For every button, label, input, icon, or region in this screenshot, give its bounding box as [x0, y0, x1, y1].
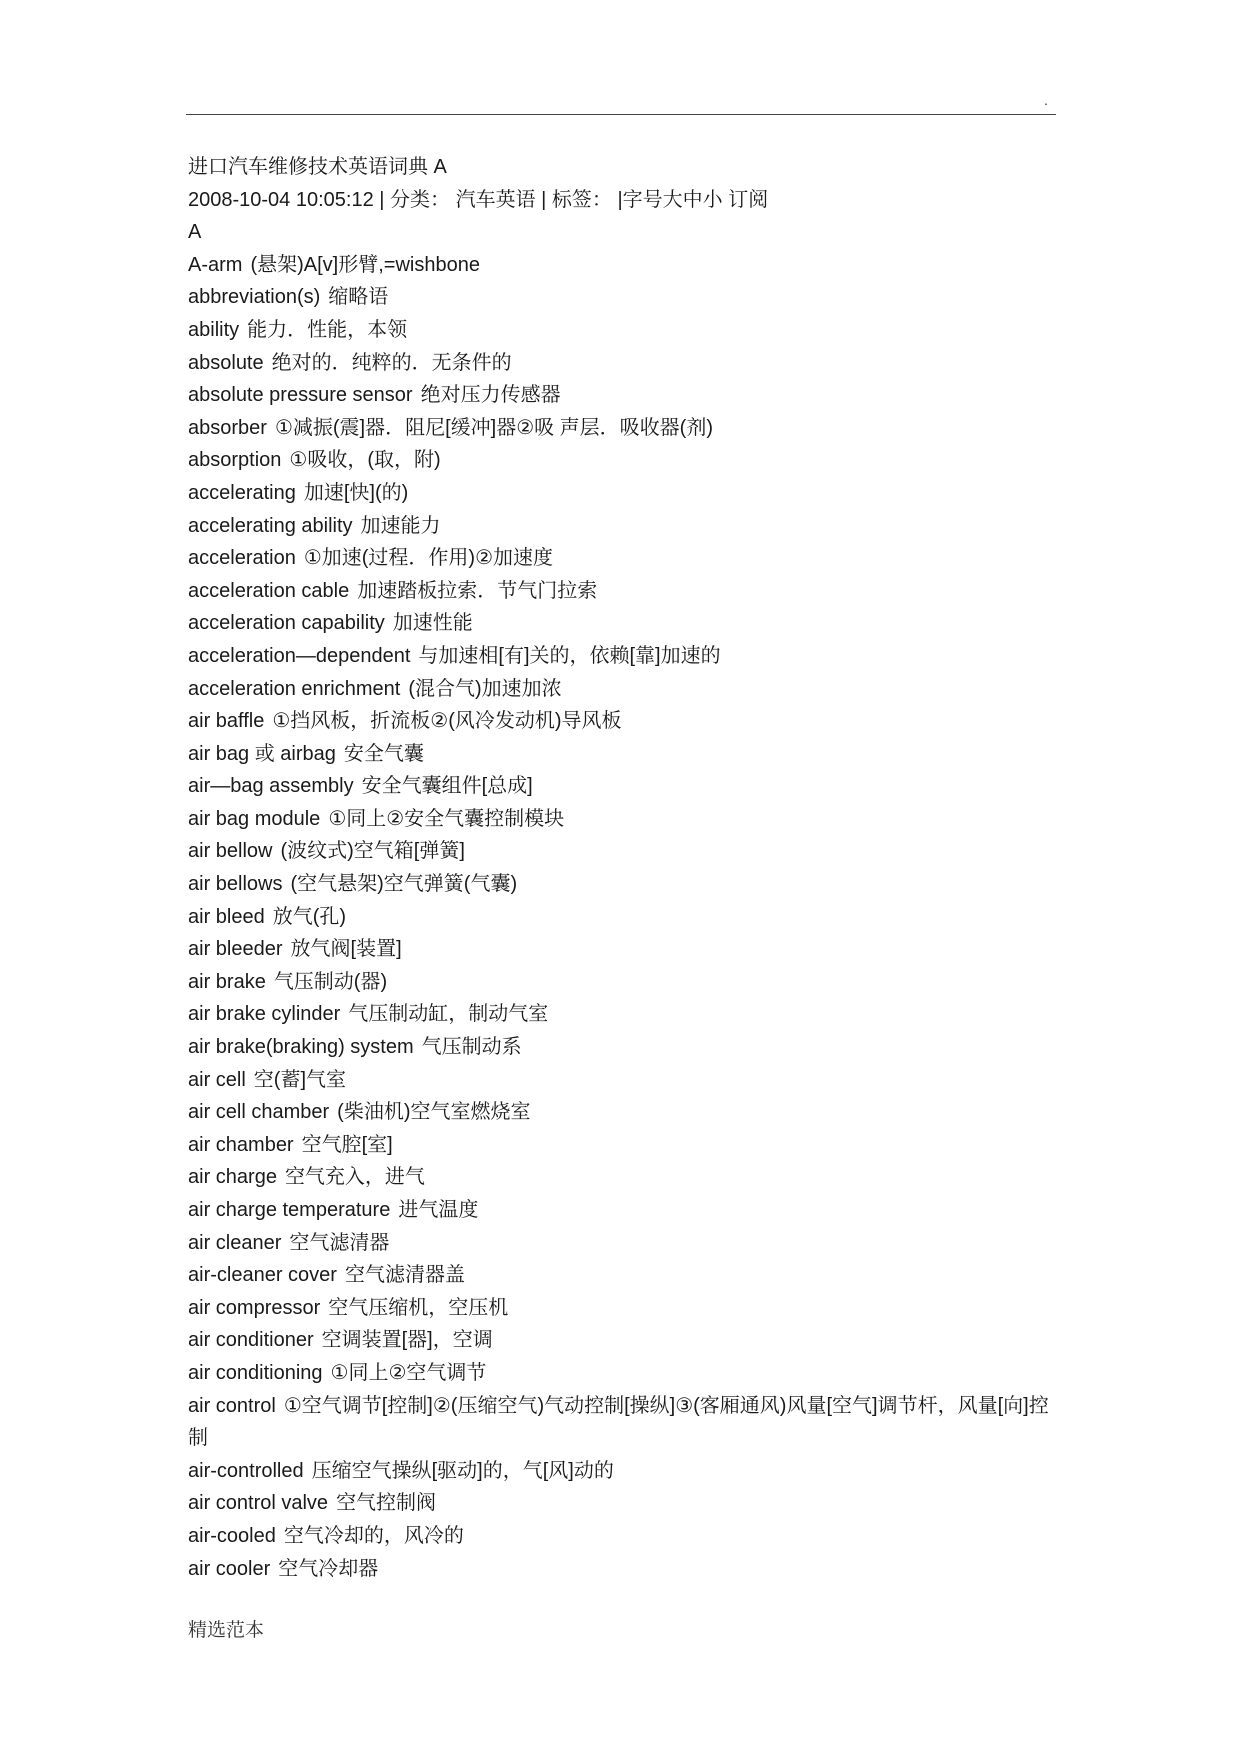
entry-term: acceleration—dependent [188, 644, 411, 667]
entry-definition: 气压制动(器) [273, 970, 388, 993]
entry-term: absolute pressure sensor [188, 384, 413, 407]
dictionary-entry [188, 1194, 1058, 1227]
dictionary-entry [188, 281, 1058, 314]
entry-term: air-cooled [188, 1524, 276, 1547]
entry-definition: ①同上②安全气囊控制模块 [328, 807, 565, 830]
entry-term: A-arm [188, 253, 243, 276]
entry-term: air brake [188, 970, 266, 993]
dictionary-entry [188, 412, 1058, 445]
entry-term: absolute [188, 351, 264, 374]
dictionary-entry [188, 575, 1058, 608]
dictionary-entry [188, 901, 1058, 934]
dictionary-entry [188, 542, 1058, 575]
entry-term: air—bag assembly [188, 775, 354, 798]
dictionary-entry [188, 770, 1058, 803]
dictionary-entry [188, 347, 1058, 380]
article-meta: 2008-10-04 10:05:12 | 分类： 汽车英语 | 标签： |字号大中小 订阅 [188, 188, 769, 211]
entry-term: absorption [188, 449, 282, 472]
dictionary-entry [188, 379, 1058, 412]
dictionary-entry [188, 966, 1058, 999]
dictionary-entry [188, 510, 1058, 543]
entry-term: air brake cylinder [188, 1003, 341, 1026]
entry-term: air charge temperature [188, 1199, 391, 1221]
document-body [188, 151, 1058, 1585]
dictionary-entry [188, 640, 1058, 673]
entry-term: air bellows [188, 873, 283, 896]
dictionary-entry [188, 607, 1058, 640]
dictionary-entry [188, 705, 1058, 738]
entry-term: air brake(braking) system [188, 1036, 414, 1059]
dictionary-entry [188, 1031, 1058, 1064]
entry-definition: 空气充入，进气 [284, 1166, 425, 1189]
entry-definition: 加速[快](的) [303, 481, 409, 504]
dictionary-entry [188, 314, 1058, 347]
entry-term: acceleration capability [188, 612, 385, 635]
entry-term: air control [188, 1394, 276, 1417]
entry-definition: ①挡风板，折流板②(风冷发动机)导风板 [272, 710, 622, 733]
entry-definition: 气压制动系 [421, 1036, 522, 1059]
entry-definition: 压缩空气操纵[驱动]的，气[风]动的 [311, 1459, 614, 1482]
entry-definition: 绝对的．纯粹的．无条件的 [271, 351, 512, 374]
entry-definition: (悬架)A[v]形臂,=wishbone [250, 253, 480, 276]
dictionary-entry [188, 803, 1058, 836]
entry-definition: 放气阀[装置] [290, 938, 402, 961]
entry-definition: ①加速(过程．作用)②加速度 [303, 547, 554, 570]
dictionary-entry-list [188, 249, 1058, 1585]
entry-definition: ①空气调节[控制]②(压缩空气)气动控制[操纵]③(客厢通风)风量[空气]调节杆，风量[向]控制 [188, 1394, 1049, 1450]
entry-definition: ①减振(震]器．阻尼[缓冲]器②吸 声层．吸收器(剂) [274, 416, 714, 439]
dictionary-entry [188, 444, 1058, 477]
entry-definition: 空调装置[器]，空调 [321, 1329, 493, 1352]
entry-term: air bleeder [188, 938, 283, 961]
entry-term: air conditioning [188, 1361, 323, 1384]
dictionary-entry [188, 1161, 1058, 1194]
entry-term: air cell chamber [188, 1101, 330, 1124]
dictionary-entry [188, 1553, 1058, 1586]
entry-definition: 加速性能 [392, 612, 473, 635]
entry-term: acceleration [188, 547, 296, 570]
entry-definition: 空(蓄]气室 [253, 1068, 347, 1091]
dictionary-entry [188, 998, 1058, 1031]
entry-definition: 进气温度 [398, 1199, 479, 1221]
entry-term: acceleration cable [188, 579, 350, 602]
entry-term: air compressor [188, 1296, 321, 1319]
entry-definition: 空气冷却的，风冷的 [283, 1524, 464, 1547]
footer-text: 精选范本 [188, 1619, 265, 1641]
entry-term: accelerating [188, 481, 296, 504]
entry-definition: 空气滤清器 [289, 1231, 390, 1254]
dictionary-entry [188, 1455, 1058, 1488]
entry-term: acceleration enrichment [188, 677, 401, 700]
entry-term: air bag 或 airbag [188, 742, 336, 765]
entry-term: air cooler [188, 1557, 271, 1580]
entry-term: air control valve [188, 1492, 329, 1515]
entry-term: abbreviation(s) [188, 286, 321, 309]
entry-term: air charge [188, 1166, 277, 1189]
article-title: 进口汽车维修技术英语词典 A [188, 156, 447, 178]
dictionary-entry [188, 477, 1058, 510]
entry-definition: 加速能力 [360, 514, 441, 537]
entry-term: air bag module [188, 807, 321, 830]
entry-definition: (混合气)加速加浓 [408, 677, 562, 700]
entry-definition: (空气悬架)空气弹簧(气囊) [290, 873, 518, 896]
dictionary-entry [188, 1096, 1058, 1129]
dictionary-entry [188, 1129, 1058, 1162]
entry-definition: 安全气囊组件[总成] [361, 775, 533, 798]
entry-definition: 能力．性能，本领 [247, 318, 408, 341]
entry-term: air baffle [188, 710, 265, 733]
dictionary-entry [188, 673, 1058, 706]
dictionary-entry [188, 835, 1058, 868]
entry-term: air bellow [188, 840, 273, 863]
entry-term: air-controlled [188, 1459, 304, 1482]
entry-definition: ①吸收，(取，附) [289, 449, 441, 472]
dictionary-entry [188, 1292, 1058, 1325]
entry-definition: 与加速相[有]关的，依赖[靠]加速的 [418, 644, 721, 667]
entry-term: air bleed [188, 905, 265, 928]
entry-definition: 空气压缩机，空压机 [328, 1296, 509, 1319]
entry-definition: (波纹式)空气箱[弹簧] [280, 840, 465, 863]
dictionary-entry [188, 868, 1058, 901]
dictionary-entry [188, 1227, 1058, 1260]
entry-definition: 空气腔[室] [301, 1133, 393, 1156]
entry-definition: 空气控制阀 [336, 1492, 437, 1515]
entry-term: ability [188, 318, 240, 341]
header-dot: . [1044, 92, 1048, 108]
dictionary-entry [188, 1064, 1058, 1097]
entry-definition: (柴油机)空气室燃烧室 [337, 1101, 531, 1124]
entry-definition: 气压制动缸，制动气室 [348, 1003, 549, 1026]
dictionary-entry [188, 1390, 1058, 1455]
entry-term: absorber [188, 416, 267, 439]
dictionary-entry [188, 1357, 1058, 1390]
dictionary-entry [188, 1520, 1058, 1553]
entry-term: air cell [188, 1068, 246, 1091]
dictionary-entry [188, 1259, 1058, 1292]
entry-definition: 空气滤清器盖 [344, 1264, 465, 1287]
dictionary-entry [188, 738, 1058, 771]
entry-definition: ①同上②空气调节 [330, 1361, 487, 1384]
entry-term: air cleaner [188, 1231, 282, 1254]
entry-definition: 加速踏板拉索．节气门拉索 [357, 579, 598, 602]
entry-definition: 安全气囊 [343, 742, 424, 765]
entry-term: air conditioner [188, 1329, 314, 1352]
entry-definition: 空气冷却器 [278, 1557, 379, 1580]
entry-term: air-cleaner cover [188, 1264, 337, 1287]
entry-term: air chamber [188, 1133, 294, 1156]
dictionary-entry [188, 1487, 1058, 1520]
dictionary-entry [188, 1324, 1058, 1357]
dictionary-entry [188, 933, 1058, 966]
section-letter: A [188, 221, 202, 244]
entry-definition: 缩略语 [328, 286, 389, 309]
header-rule [186, 114, 1056, 115]
entry-term: accelerating ability [188, 514, 353, 537]
dictionary-entry [188, 249, 1058, 282]
entry-definition: 放气(孔) [272, 905, 347, 928]
entry-definition: 绝对压力传感器 [420, 384, 561, 407]
